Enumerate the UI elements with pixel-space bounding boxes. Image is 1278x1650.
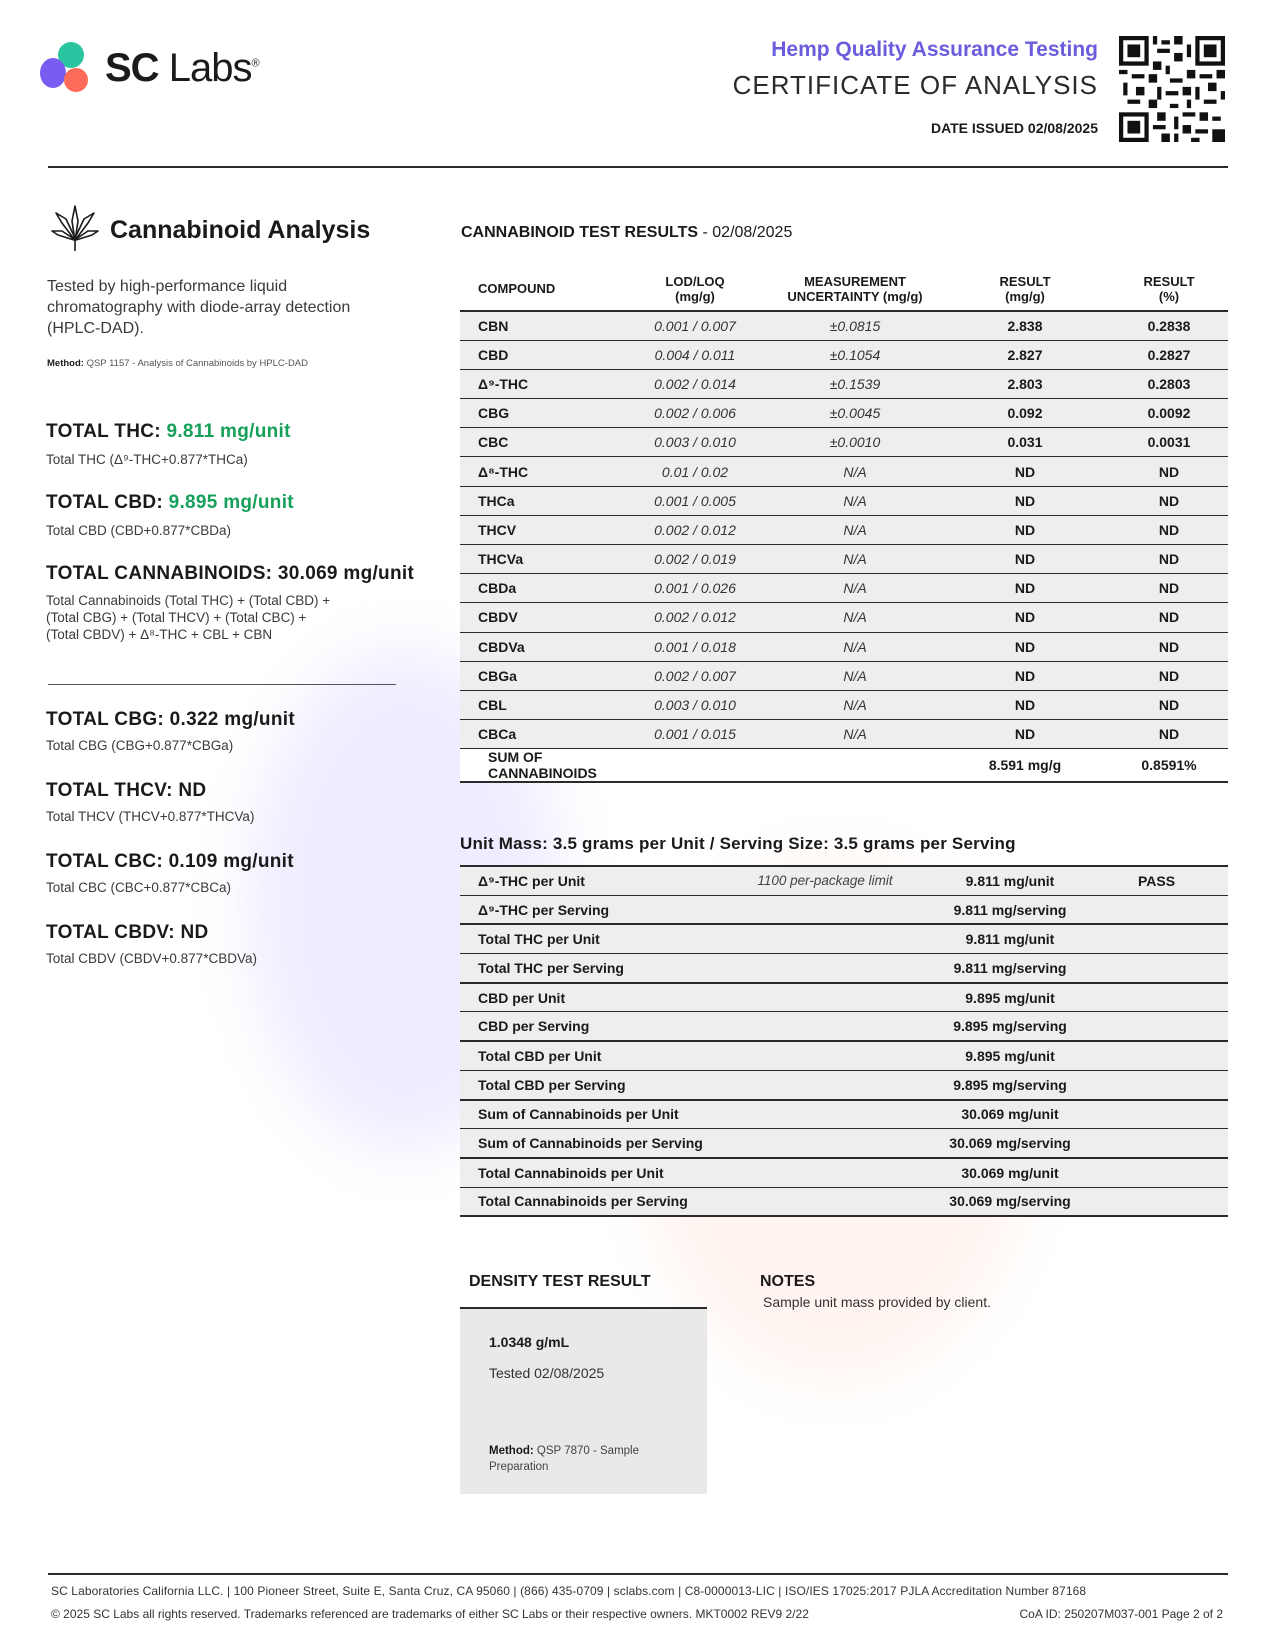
logo-registered: ® <box>251 57 259 70</box>
uncertainty-cell: N/A <box>770 603 940 632</box>
unit-note-cell <box>715 954 935 983</box>
table-row <box>460 369 1228 398</box>
logo-labs: Labs <box>168 46 252 90</box>
header-title: CERTIFICATE OF ANALYSIS <box>732 70 1098 100</box>
uncertainty-cell: ±0.1054 <box>770 340 940 369</box>
unit-mass-title: Unit Mass: 3.5 grams per Unit / Serving Size: 3.5 grams per Serving <box>460 834 1016 853</box>
total-cannabinoids: TOTAL CANNABINOIDS: 30.069 mg/unit <box>46 563 415 584</box>
density-method <box>489 1443 689 1475</box>
unit-note-cell <box>715 1041 935 1070</box>
unit-status-cell: PASS <box>1085 866 1228 895</box>
compound-cell: CBDVa <box>460 632 620 661</box>
sum-result-mg: 8.591 mg/g <box>940 749 1110 783</box>
footer-coa-id: CoA ID: 250207M037-001 Page 2 of 2 <box>1019 1607 1223 1621</box>
unit-status-cell <box>1085 1129 1228 1158</box>
unit-note-cell <box>715 1187 935 1216</box>
uncertainty-cell: N/A <box>770 486 940 515</box>
total-cbc-formula: Total CBC (CBC+0.877*CBCa) <box>46 880 231 895</box>
lodloq-cell: 0.002 / 0.007 <box>620 661 770 690</box>
unit-note-cell <box>715 1012 935 1041</box>
uncertainty-cell: N/A <box>770 574 940 603</box>
lodloq-cell: 0.004 / 0.011 <box>620 340 770 369</box>
result-pct-cell: ND <box>1110 661 1228 690</box>
table-row <box>460 1129 1228 1158</box>
total-cbd-value: 9.895 mg/unit <box>168 492 294 513</box>
unit-label-cell: CBD per Serving <box>460 1012 715 1041</box>
total-thcv-formula: Total THCV (THCV+0.877*THCVa) <box>46 809 255 824</box>
compound-cell: Δ⁸-THC <box>460 457 620 486</box>
compound-cell: THCa <box>460 486 620 515</box>
compound-cell: CBL <box>460 690 620 719</box>
notes-title: NOTES <box>760 1273 816 1290</box>
unit-value-cell: 9.811 mg/serving <box>935 895 1085 924</box>
lodloq-cell: 0.001 / 0.005 <box>620 486 770 515</box>
uncertainty-cell: N/A <box>770 632 940 661</box>
header-subtitle: Hemp Quality Assurance Testing <box>771 38 1098 61</box>
unit-value-cell: 30.069 mg/unit <box>935 1100 1085 1129</box>
density-value: 1.0348 g/mL <box>489 1334 570 1350</box>
compound-cell: CBG <box>460 399 620 428</box>
result-pct-cell: ND <box>1110 515 1228 544</box>
table-row <box>460 545 1228 574</box>
footer-divider <box>48 1573 1228 1575</box>
table-row <box>460 486 1228 515</box>
result-pct-cell: ND <box>1110 574 1228 603</box>
unit-note-cell <box>715 1129 935 1158</box>
total-cannabinoids-formula <box>46 592 330 643</box>
result-mg-cell: ND <box>940 545 1110 574</box>
lodloq-cell: 0.003 / 0.010 <box>620 690 770 719</box>
result-pct-cell: ND <box>1110 690 1228 719</box>
col-result-pct-line2: (%) <box>1158 288 1180 304</box>
result-mg-cell: ND <box>940 661 1110 690</box>
total-cbdv: TOTAL CBDV: ND <box>46 922 209 943</box>
col-result-mg <box>940 265 1110 311</box>
lodloq-cell: 0.002 / 0.006 <box>620 399 770 428</box>
uncertainty-cell: ±0.1539 <box>770 369 940 398</box>
formula-line: Total Cannabinoids (Total THC) + (Total CBD) + <box>46 593 331 608</box>
results-title <box>461 224 792 242</box>
result-pct-cell: 0.2838 <box>1110 311 1228 340</box>
table-row <box>460 1187 1228 1216</box>
result-pct-cell: 0.0031 <box>1110 428 1228 457</box>
formula-line: (Total CBG) + (Total THCV) + (Total CBC) + <box>46 610 307 625</box>
density-method-label: Method: <box>489 1445 534 1457</box>
result-mg-cell: 0.092 <box>940 399 1110 428</box>
uncertainty-cell: N/A <box>770 690 940 719</box>
col-lodloq-line1: LOD/LOQ <box>665 273 725 289</box>
total-thc-value: 9.811 mg/unit <box>166 421 291 442</box>
unit-note-cell: 1100 per-package limit <box>715 866 935 895</box>
uncertainty-cell: ±0.0045 <box>770 399 940 428</box>
unit-status-cell <box>1085 1070 1228 1099</box>
table-row <box>460 954 1228 983</box>
unit-label-cell: Δ⁹-THC per Serving <box>460 895 715 924</box>
left-divider <box>48 684 396 685</box>
unit-status-cell <box>1085 983 1228 1012</box>
unit-note-cell <box>715 895 935 924</box>
density-tested-date: Tested 02/08/2025 <box>489 1365 605 1381</box>
unit-note-cell <box>715 983 935 1012</box>
col-result-pct-line1: RESULT <box>1143 273 1195 289</box>
table-row <box>460 924 1228 953</box>
result-pct-cell: 0.0092 <box>1110 399 1228 428</box>
compound-cell: CBD <box>460 340 620 369</box>
table-row <box>460 1070 1228 1099</box>
formula-line: (Total CBDV) + Δ⁸-THC + CBL + CBN <box>46 627 273 642</box>
unit-label-cell: Total THC per Unit <box>460 924 715 953</box>
unit-value-cell: 30.069 mg/serving <box>935 1187 1085 1216</box>
sum-empty <box>620 749 770 783</box>
method-description: Tested by high-performance liquid chromatography with diode-array detection (HPLC-DAD). <box>47 278 351 337</box>
result-pct-cell: ND <box>1110 457 1228 486</box>
logo-sc: SC <box>105 46 159 90</box>
qr-code-icon <box>1119 36 1225 142</box>
cannabinoid-results-table <box>460 265 1228 783</box>
table-row <box>460 428 1228 457</box>
result-mg-cell: ND <box>940 574 1110 603</box>
unit-value-cell: 9.811 mg/serving <box>935 954 1085 983</box>
uncertainty-cell: N/A <box>770 661 940 690</box>
total-cbg: TOTAL CBG: 0.322 mg/unit <box>46 709 295 730</box>
result-mg-cell: ND <box>940 690 1110 719</box>
table-row <box>460 895 1228 924</box>
table-row <box>460 399 1228 428</box>
date-issued: DATE ISSUED 02/08/2025 <box>930 120 1098 136</box>
sum-empty <box>770 749 940 783</box>
table-row <box>460 603 1228 632</box>
compound-cell: CBN <box>460 311 620 340</box>
result-mg-cell: ND <box>940 720 1110 749</box>
col-lodloq <box>620 265 770 311</box>
result-pct-cell: 0.2827 <box>1110 340 1228 369</box>
lodloq-cell: 0.002 / 0.014 <box>620 369 770 398</box>
result-pct-cell: ND <box>1110 486 1228 515</box>
unit-label-cell: Total THC per Serving <box>460 954 715 983</box>
table-row <box>460 515 1228 544</box>
unit-value-cell: 9.811 mg/unit <box>935 866 1085 895</box>
table-row <box>460 661 1228 690</box>
table-row <box>460 720 1228 749</box>
result-mg-cell: 2.803 <box>940 369 1110 398</box>
col-compound: COMPOUND <box>460 265 620 311</box>
compound-cell: CBDa <box>460 574 620 603</box>
density-method-text: QSP 7870 - Sample Preparation <box>489 1445 639 1473</box>
footer-address: SC Laboratories California LLC. | 100 Pioneer Street, Suite E, Santa Cruz, CA 95060 | (866) 435-0709 | sclabs.com | C8-0000013-LIC | ISO/IES 17025:2017 PJLA Accreditation Number 87168 <box>51 1584 1087 1598</box>
result-pct-cell: ND <box>1110 545 1228 574</box>
results-title-label: CANNABINOID TEST RESULTS <box>461 224 699 241</box>
total-cbd-label: TOTAL CBD: <box>46 492 169 513</box>
notes-text: Sample unit mass provided by client. <box>763 1294 991 1310</box>
uncertainty-cell: ±0.0815 <box>770 311 940 340</box>
col-result-mg-line2: (mg/g) <box>1005 288 1045 304</box>
result-mg-cell: 2.827 <box>940 340 1110 369</box>
result-pct-cell: ND <box>1110 603 1228 632</box>
lodloq-cell: 0.002 / 0.012 <box>620 515 770 544</box>
col-uncertainty-line1: MEASUREMENT <box>804 273 906 289</box>
result-mg-cell: ND <box>940 603 1110 632</box>
table-row <box>460 311 1228 340</box>
total-thc-label: TOTAL THC: <box>46 421 167 442</box>
col-uncertainty-line2: UNCERTAINTY (mg/g) <box>787 288 923 304</box>
result-mg-cell: ND <box>940 457 1110 486</box>
total-cbdv-formula: Total CBDV (CBDV+0.877*CBDVa) <box>46 951 257 966</box>
lodloq-cell: 0.003 / 0.010 <box>620 428 770 457</box>
compound-cell: CBCa <box>460 720 620 749</box>
result-mg-cell: ND <box>940 632 1110 661</box>
col-result-pct <box>1110 265 1228 311</box>
compound-cell: CBGa <box>460 661 620 690</box>
unit-value-cell: 9.895 mg/unit <box>935 983 1085 1012</box>
unit-value-cell: 9.895 mg/serving <box>935 1012 1085 1041</box>
unit-note-cell <box>715 1100 935 1129</box>
density-title: DENSITY TEST RESULT <box>469 1273 651 1290</box>
unit-label-cell: Sum of Cannabinoids per Serving <box>460 1129 715 1158</box>
total-thc-formula: Total THC (Δ⁹-THC+0.877*THCa) <box>46 452 248 467</box>
total-thcv: TOTAL THCV: ND <box>46 780 207 801</box>
unit-status-cell <box>1085 1100 1228 1129</box>
result-mg-cell: 2.838 <box>940 311 1110 340</box>
lodloq-cell: 0.001 / 0.007 <box>620 311 770 340</box>
result-pct-cell: ND <box>1110 720 1228 749</box>
total-cbg-formula: Total CBG (CBG+0.877*CBGa) <box>46 738 234 753</box>
method-label: Method: <box>47 358 84 369</box>
unit-value-cell: 9.895 mg/serving <box>935 1070 1085 1099</box>
unit-status-cell <box>1085 954 1228 983</box>
header-divider <box>48 166 1228 168</box>
lodloq-cell: 0.01 / 0.02 <box>620 457 770 486</box>
total-cbc: TOTAL CBC: 0.109 mg/unit <box>46 851 294 872</box>
sum-row <box>460 749 1228 783</box>
unit-label-cell: Δ⁹-THC per Unit <box>460 866 715 895</box>
unit-note-cell <box>715 1070 935 1099</box>
lodloq-cell: 0.001 / 0.018 <box>620 632 770 661</box>
unit-note-cell <box>715 924 935 953</box>
unit-status-cell <box>1085 924 1228 953</box>
unit-value-cell: 9.895 mg/unit <box>935 1041 1085 1070</box>
table-row <box>460 1100 1228 1129</box>
result-mg-cell: ND <box>940 515 1110 544</box>
compound-cell: Δ⁹-THC <box>460 369 620 398</box>
table-row <box>460 632 1228 661</box>
cannabis-leaf-icon <box>50 203 100 253</box>
results-title-date: - 02/08/2025 <box>698 224 793 241</box>
lodloq-cell: 0.001 / 0.015 <box>620 720 770 749</box>
unit-value-cell: 30.069 mg/unit <box>935 1158 1085 1187</box>
unit-status-cell <box>1085 895 1228 924</box>
uncertainty-cell: N/A <box>770 515 940 544</box>
uncertainty-cell: N/A <box>770 457 940 486</box>
sum-result-pct: 0.8591% <box>1110 749 1228 783</box>
table-row <box>460 866 1228 895</box>
logo-dot-coral <box>64 68 88 92</box>
unit-status-cell <box>1085 1012 1228 1041</box>
compound-cell: CBC <box>460 428 620 457</box>
uncertainty-cell: N/A <box>770 720 940 749</box>
table-row <box>460 1012 1228 1041</box>
table-row <box>460 340 1228 369</box>
unit-status-cell <box>1085 1041 1228 1070</box>
result-pct-cell: ND <box>1110 632 1228 661</box>
per-unit-table <box>460 865 1228 1217</box>
total-cbd-formula: Total CBD (CBD+0.877*CBDa) <box>46 523 231 538</box>
result-pct-cell: 0.2803 <box>1110 369 1228 398</box>
unit-label-cell: Sum of Cannabinoids per Unit <box>460 1100 715 1129</box>
result-mg-cell: ND <box>940 486 1110 515</box>
unit-value-cell: 30.069 mg/serving <box>935 1129 1085 1158</box>
sum-label: SUM OF CANNABINOIDS <box>460 749 620 783</box>
table-row <box>460 1158 1228 1187</box>
uncertainty-cell: N/A <box>770 545 940 574</box>
compound-cell: THCV <box>460 515 620 544</box>
unit-value-cell: 9.811 mg/unit <box>935 924 1085 953</box>
table-row <box>460 690 1228 719</box>
table-header-row <box>460 265 1228 311</box>
table-row <box>460 574 1228 603</box>
footer-copyright: © 2025 SC Labs all rights reserved. Trademarks referenced are trademarks of either SC Labs or their respective owners. MKT0002 REV9 2/22 <box>51 1607 809 1621</box>
section-title: Cannabinoid Analysis <box>110 216 371 244</box>
unit-label-cell: Total Cannabinoids per Unit <box>460 1158 715 1187</box>
unit-note-cell <box>715 1158 935 1187</box>
compound-cell: THCVa <box>460 545 620 574</box>
method-line <box>47 358 308 369</box>
unit-status-cell <box>1085 1187 1228 1216</box>
method-text: QSP 1157 - Analysis of Cannabinoids by HPLC-DAD <box>86 358 309 369</box>
lodloq-cell: 0.002 / 0.012 <box>620 603 770 632</box>
unit-status-cell <box>1085 1158 1228 1187</box>
total-cbd <box>46 492 294 514</box>
col-lodloq-line2: (mg/g) <box>675 288 715 304</box>
col-result-mg-line1: RESULT <box>999 273 1051 289</box>
logo-dot-violet <box>40 58 66 88</box>
table-row <box>460 983 1228 1012</box>
unit-label-cell: Total CBD per Unit <box>460 1041 715 1070</box>
table-row <box>460 457 1228 486</box>
sc-labs-logo <box>40 42 96 98</box>
compound-cell: CBDV <box>460 603 620 632</box>
logo-wordmark <box>105 46 259 91</box>
unit-label-cell: CBD per Unit <box>460 983 715 1012</box>
total-thc <box>46 421 291 443</box>
result-mg-cell: 0.031 <box>940 428 1110 457</box>
lodloq-cell: 0.001 / 0.026 <box>620 574 770 603</box>
unit-label-cell: Total CBD per Serving <box>460 1070 715 1099</box>
lodloq-cell: 0.002 / 0.019 <box>620 545 770 574</box>
col-uncertainty <box>770 265 940 311</box>
table-row <box>460 1041 1228 1070</box>
uncertainty-cell: ±0.0010 <box>770 428 940 457</box>
unit-label-cell: Total Cannabinoids per Serving <box>460 1187 715 1216</box>
